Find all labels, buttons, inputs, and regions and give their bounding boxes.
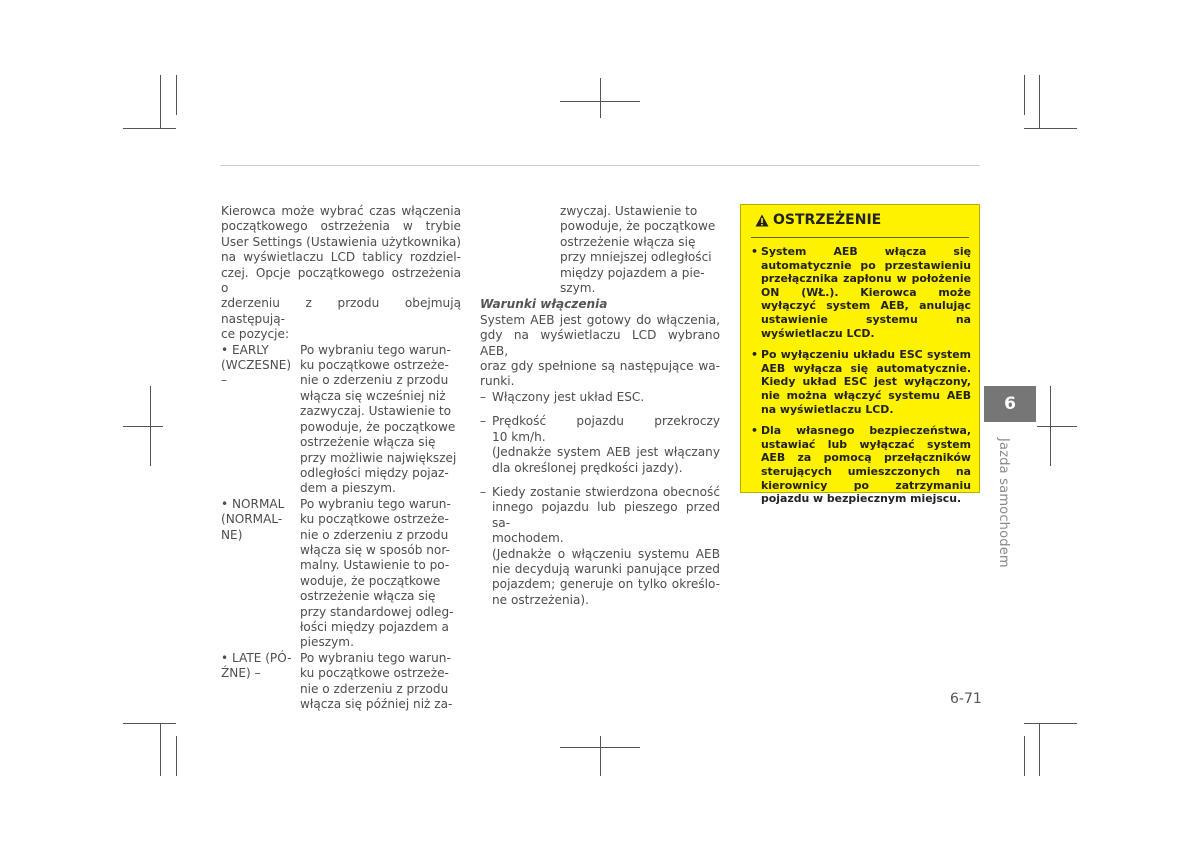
condition-item <box>480 414 720 476</box>
condition-line: innego pojazdu lub pieszego przed sa- <box>492 500 720 530</box>
condition-line: dla określonej prędkości jazdy). <box>492 460 683 475</box>
crop-mark <box>1024 75 1025 115</box>
crop-mark <box>123 128 176 129</box>
option-line: malny. Ustawienie to po- <box>300 558 450 573</box>
option-label-line: • EARLY <box>221 342 269 357</box>
option-continuation <box>560 204 721 296</box>
warning-list <box>751 245 971 514</box>
option-early <box>221 343 461 497</box>
option-line: przy możliwie największej <box>300 450 457 465</box>
warning-text: System AEB włącza się automatycznie po przestawieniu przełącznika zapłonu w położenie ON (WŁ.). Kierowca może wyłączyć system AEB, anulując ustawienie systemu na wyświetlaczu LCD. <box>761 245 971 340</box>
intro-line: User Settings (Ustawienia użytkownika) <box>221 234 461 249</box>
condition-line: nie decydują warunki panujące przed <box>492 561 720 576</box>
option-line: nie o zderzeniu z przodu <box>300 527 449 542</box>
option-line: włącza się później niż za- <box>300 697 453 711</box>
dash-marker: – <box>480 484 487 499</box>
option-label-line: – <box>221 373 228 388</box>
option-label <box>221 497 300 651</box>
warning-text: Po wyłączeniu układu ESC system AEB wyłącza się automatycznie. Kiedy układ ESC jest wyłączony, nie można włączyć systemu AEB na wyświetlaczu LCD. <box>761 348 971 416</box>
paragraph-line: System AEB jest gotowy do włączenia, <box>480 312 720 327</box>
option-line: ku początkowe ostrzeże- <box>300 666 449 681</box>
page-number: 6-71 <box>950 691 982 707</box>
option-label <box>221 343 300 497</box>
dash-marker: – <box>480 414 487 429</box>
condition-item <box>480 390 720 405</box>
intro-line: Kierowca może wybrać czas włączenia <box>221 204 461 218</box>
option-line: szym. <box>560 281 596 296</box>
warning-heading <box>755 212 881 228</box>
option-line: przy standardowej odleg- <box>300 604 454 619</box>
option-description <box>300 497 461 651</box>
intro-line: na wyświetlaczu LCD tablicy rozdziel- <box>221 250 461 265</box>
option-line: odległości między pojaz- <box>300 465 449 480</box>
crop-mark <box>160 75 161 128</box>
registration-mark <box>123 426 163 427</box>
registration-mark <box>1037 426 1077 427</box>
header-rule <box>220 165 980 166</box>
chapter-tab: 6 <box>984 386 1036 422</box>
option-line: ku początkowe ostrzeże- <box>300 358 449 373</box>
crop-mark <box>1039 75 1040 128</box>
condition-line: Prędkość pojazdu przekroczy <box>492 414 720 429</box>
chapter-title: Jazda samochodem <box>996 438 1011 568</box>
paragraph-line: oraz gdy spełnione są następujące wa- <box>480 359 720 374</box>
intro-line: zderzeniu z przodu obejmują następują- <box>221 296 461 326</box>
option-line: łości między pojazdem a <box>300 619 449 634</box>
crop-mark <box>1039 723 1040 776</box>
option-line: przy mniejszej odległości <box>560 250 712 265</box>
option-label-line: NE) <box>221 527 243 542</box>
crop-mark <box>1024 128 1077 129</box>
intro-line: początkowego ostrzeżenia w trybie <box>221 219 461 234</box>
paragraph-line: gdy na wyświetlaczu LCD wybrano AEB, <box>480 328 720 358</box>
crop-mark <box>1024 736 1025 776</box>
crop-mark <box>176 75 177 115</box>
option-line: ostrzeżenie włącza się <box>300 589 436 604</box>
option-line: włącza się w sposób nor- <box>300 542 450 557</box>
option-line: nie o zderzeniu z przodu <box>300 681 449 696</box>
option-line: między pojazdem a pie- <box>560 265 705 280</box>
warning-item <box>751 348 971 416</box>
warning-box <box>740 204 980 506</box>
option-line: Po wybraniu tego warun- <box>300 342 451 357</box>
option-line: ku początkowe ostrzeże- <box>300 512 449 527</box>
warning-rule <box>751 237 969 238</box>
crop-mark <box>160 723 161 776</box>
option-line: powoduje, że początkowe <box>300 419 456 434</box>
option-line: powoduje, że początkowe <box>560 219 716 234</box>
option-label-line: • LATE (PÓ- <box>221 650 292 665</box>
option-line: Po wybraniu tego warun- <box>300 650 451 665</box>
option-line: zazwyczaj. Ustawienie to <box>300 404 452 419</box>
crop-mark <box>1024 723 1077 724</box>
option-label-line: (NORMAL- <box>221 512 283 527</box>
option-line: nie o zderzeniu z przodu <box>300 373 449 388</box>
registration-mark <box>1050 386 1051 466</box>
dash-marker: – <box>480 389 487 404</box>
warning-triangle-icon <box>755 214 769 227</box>
bullet: • <box>751 424 758 438</box>
registration-mark <box>600 736 601 776</box>
option-line: ostrzeżenie włącza się <box>300 435 436 450</box>
intro-line: czej. Opcje początkowego ostrzeżenia o <box>221 265 461 296</box>
condition-line: 10 km/h. <box>492 429 546 444</box>
crop-mark <box>123 723 176 724</box>
warning-text: Dla własnego bezpieczeństwa, ustawiać lub wyłączać system AEB za pomocą przełączników sterujących umieszczonych na kierownicy po zatrzymaniu pojazdu w bezpiecznym miejscu. <box>761 424 971 506</box>
warning-item <box>751 424 971 506</box>
section-heading: Warunki włączenia <box>480 297 608 312</box>
option-normal <box>221 497 461 651</box>
option-label-line: (WCZESNE) <box>221 358 292 373</box>
option-line: Po wybraniu tego warun- <box>300 496 451 511</box>
bullet: • <box>751 245 758 258</box>
registration-mark <box>150 386 151 466</box>
option-line: ostrzeżenie włącza się <box>560 234 696 249</box>
condition-line: Włączony jest układ ESC. <box>492 389 645 404</box>
condition-line: mochodem. <box>492 531 564 546</box>
registration-mark <box>600 78 601 118</box>
condition-line: pojazdem; generuje on tylko określo- <box>492 577 720 592</box>
crop-mark <box>176 736 177 776</box>
option-line: zwyczaj. Ustawienie to <box>560 204 698 218</box>
condition-text <box>492 414 720 476</box>
option-line: pieszym. <box>300 635 354 650</box>
option-description <box>300 343 461 497</box>
option-late <box>221 651 461 713</box>
condition-line: (Jednakże system AEB jest włączany <box>492 445 720 460</box>
option-line: włącza się wcześniej niż <box>300 388 446 403</box>
bullet: • <box>751 348 758 362</box>
paragraph-line: runki. <box>480 374 515 389</box>
condition-line: Kiedy zostanie stwierdzona obecność <box>492 484 720 499</box>
warning-title: OSTRZEŻENIE <box>773 212 882 228</box>
option-description <box>300 651 461 713</box>
option-label-line: ŹNE) – <box>221 666 261 681</box>
option-label-line: • NORMAL <box>221 496 285 511</box>
option-label <box>221 651 300 713</box>
condition-item <box>480 485 720 608</box>
warning-item <box>751 245 971 340</box>
condition-line: ne ostrzeżenia). <box>492 592 589 607</box>
column-middle <box>480 204 720 608</box>
condition-text <box>492 390 720 405</box>
condition-line: (Jednakże o włączeniu systemu AEB <box>492 546 720 561</box>
condition-text <box>492 485 720 608</box>
column-left <box>221 204 461 712</box>
intro-line: ce pozycje: <box>221 327 290 342</box>
option-line: woduje, że początkowe <box>300 573 441 588</box>
option-line: dem a pieszym. <box>300 481 396 496</box>
